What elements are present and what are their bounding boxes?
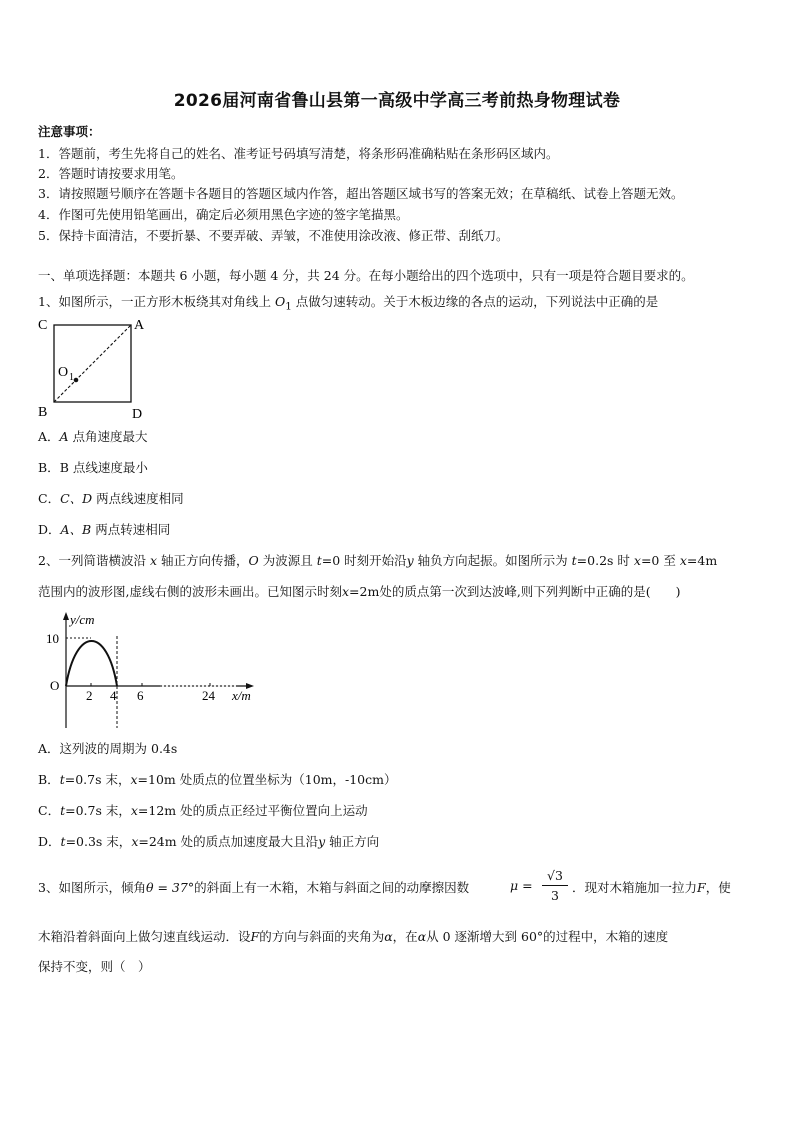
y-tick-label: 10 [46,631,59,646]
q1-var-sub: 1 [285,300,292,313]
wave-curve [66,641,117,686]
fraction-bar [542,885,568,886]
alpha-symbol: α [417,929,427,944]
q3-stem-line-1-end [572,878,731,896]
q1-option-c[interactable] [38,489,184,507]
origin-label: O [50,678,60,693]
label-d: D [132,407,143,420]
mu-symbol: μ = [510,878,533,893]
var-run: t [59,772,65,787]
y-axis-arrow [63,612,69,620]
text-run: =12m 处的质点正经过平衡位置向上运动 [137,803,368,818]
text-run: ，使 [705,880,731,895]
text-run: =24m 处的质点加速度最大且沿 [138,834,319,849]
var-run: F [250,929,260,944]
label-o: O [58,365,69,380]
notice-item-3: 3．请按照题号顺序在答题卡各题目的答题区域内作答，超出答题区域书写的答案无效；在草稿纸、试卷上答题无效。 [38,186,684,201]
notice-item-2: 2．答题时请按要求用笔。 [38,166,184,181]
alpha-symbol: α [384,929,393,944]
q1-stem [38,292,658,313]
text-run: 轴负方向起振。如图所示为 [413,553,572,568]
var-run: y [406,553,414,568]
notice-item-1: 1．答题前，考生先将自己的姓名、准考证号码填写清楚，将条形码准确粘贴在条形码区域内。 [38,146,559,161]
var-run: x [633,553,641,568]
fraction-denominator: 3 [551,888,559,903]
fraction-numerator: √3 [547,868,563,883]
option-var: C、D [60,491,93,506]
q2-option-a[interactable] [38,739,177,757]
q1-stem-b: 点做匀速转动。关于木板边缘的各点的运动，下列说法中正确的是 [291,294,659,309]
label-c: C [38,318,48,333]
text-run: 从 0 逐渐增大到 60°的过程中，木箱的速度 [426,929,669,944]
q3-stem-line-2 [38,927,668,945]
option-letter: C． [38,491,61,506]
x-tick-label-24: 24 [202,688,215,703]
page-title: 2026届河南省鲁山县第一高级中学高三考前热身物理试卷 [173,91,621,111]
text-run: 2、一列简谐横波沿 [38,553,150,568]
option-text: 这列波的周期为 0.4s [59,741,178,756]
var-run: x [341,584,350,599]
text-run: 为波源且 [258,553,317,568]
text-run: 的方向与斜面的夹角为 [259,929,385,944]
text-run: 木箱沿着斜面向上做匀速直线运动．设 [38,929,251,944]
text-run: =0.7s 末， [65,803,131,818]
x-tick-label-4: 4 [110,688,117,703]
var-run: F [697,880,706,895]
label-o-sub: 1 [69,372,74,383]
text-run: =2m处的质点第一次到达波峰,则下列判断中正确的是( ) [349,584,681,599]
q1-option-d[interactable] [38,520,170,538]
var-run: x [130,803,138,818]
x-tick-label-6: 6 [137,688,144,703]
text-run: =10m 处质点的位置坐标为（10m，-10cm） [137,772,397,787]
option-letter: B． [38,772,60,787]
var-run: t [316,553,322,568]
option-text: 两点转速相同 [91,522,171,537]
q2-option-c[interactable] [38,801,368,819]
option-letter: C． [38,803,61,818]
text-run: ，在 [392,929,418,944]
text-run: 3、如图所示，倾角 [38,880,146,895]
option-text: 两点线速度相同 [92,491,184,506]
var-run: x [149,553,157,568]
q1-stem-a: 1、如图所示，一正方形木板绕其对角线上 [38,294,275,309]
label-a: A [134,318,145,333]
var-run: t [60,803,66,818]
option-letter: B． [38,460,60,475]
text-run: =0 时刻开始沿 [321,553,407,568]
section-heading: 一、单项选择题：本题共 6 小题，每小题 4 分，共 24 分。在每小题给出的四个选项中，只有一项是符合题目要求的。 [38,268,694,283]
diagonal-dashed-line [54,325,131,402]
option-text: 点角速度最大 [68,429,148,444]
q1-option-b[interactable] [38,458,148,476]
x-tick-label-2: 2 [86,688,93,703]
notice-heading: 注意事项： [38,124,101,139]
var-run: t [571,553,577,568]
text-run: =0 至 [640,553,680,568]
text-run: 的斜面上有一木箱，木箱与斜面之间的动摩擦因数 [194,880,470,895]
q1-option-a[interactable] [38,427,148,445]
var-run: x [131,834,139,849]
var-run: x [679,553,687,568]
var-run: y [318,834,326,849]
text-run: 轴正方向传播， [157,553,249,568]
q3-stem-line-1 [38,878,469,896]
q2-option-d[interactable] [38,832,379,850]
option-var: A [59,429,69,444]
y-axis-label: y/cm [70,612,95,627]
var-run: O [248,553,259,568]
option-letter: A． [38,429,60,444]
q3-stem-line-3: 保持不变，则（ ） [38,959,151,974]
text-run: 范围内的波形图,虚线右侧的波形未画出。已知图示时刻 [38,584,342,599]
q2-option-b[interactable] [38,770,396,788]
var-run: t [60,834,66,849]
q2-stem-line-1 [38,551,717,569]
option-text: B 点线速度最小 [59,460,148,475]
notice-item-4: 4．作图可先使用铅笔画出，确定后必须用黑色字迹的签字笔描黑。 [38,207,409,222]
text-run: =0.2s 时 [576,553,634,568]
option-letter: D． [38,834,61,849]
notice-item-5: 5．保持卡面清洁，不要折暴、不要弄破、弄皱，不准使用涂改液、修正带、刮纸刀。 [38,228,509,243]
option-letter: A． [38,741,60,756]
q1-var-o: O [274,294,286,309]
var-run: x [130,772,138,787]
x-axis-label: x/m [232,688,251,703]
label-b: B [38,405,48,420]
q1-square-figure [36,314,166,420]
text-run: =0.7s 末， [64,772,131,787]
theta-expression: θ = 37° [145,880,195,895]
text-run: =0.3s 末， [65,834,132,849]
text-run: ．现对木箱施加一拉力 [572,880,698,895]
q2-wave-figure [36,608,266,732]
rotation-point [74,378,79,383]
text-run: =4m [686,553,718,568]
option-letter: D． [38,522,61,537]
text-run: 轴正方向 [325,834,380,849]
option-var: A、B [60,522,92,537]
q2-stem-line-2 [38,582,681,600]
